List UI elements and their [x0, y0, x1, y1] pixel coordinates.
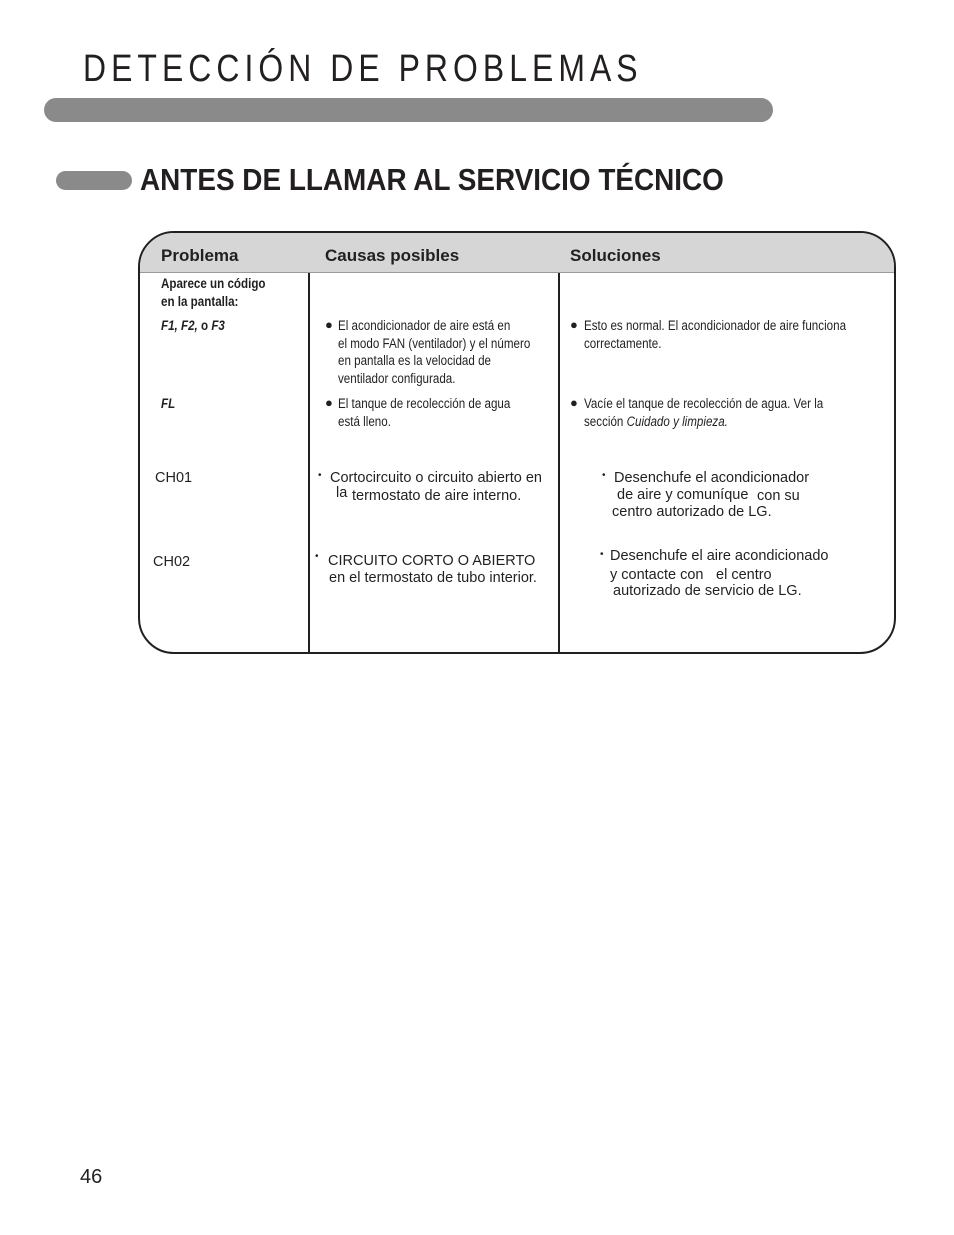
cause-text: la [336, 485, 348, 501]
bullet: ● [325, 395, 333, 410]
column-header-causes: Causas posibles [325, 246, 460, 265]
section-marker-pill [56, 171, 132, 190]
error-code-ch02: CH02 [153, 554, 191, 570]
table-header-row [140, 233, 894, 273]
error-code-fl: FL [161, 396, 176, 411]
bullet: • [602, 470, 606, 481]
section-heading: ANTES DE LLAMAR AL SERVICIO TÉCNICO [140, 162, 724, 197]
solution-text: Desenchufe el acondicionador [614, 470, 810, 486]
cause-text: El tanque de recolección de agua está lleno. [338, 396, 511, 429]
column-header-problem: Problema [161, 246, 239, 265]
solution-text: Esto es normal. El acondicionador de aire funciona correctamente. [584, 318, 847, 351]
solution-text: autorizado de servicio de LG. [613, 583, 802, 599]
bullet: ● [570, 395, 578, 410]
solution-text: de aire y comuníque [617, 487, 749, 503]
cause-text: CIRCUITO CORTO O ABIERTO [328, 553, 536, 569]
intro-text: Aparece un código en la pantalla: [161, 276, 266, 309]
bullet: • [600, 549, 604, 560]
error-code-ch01: CH01 [155, 470, 193, 486]
solution-text: el centro [716, 567, 772, 583]
column-divider [308, 273, 310, 652]
column-divider [558, 273, 560, 652]
cause-text: termostato de aire interno. [352, 488, 522, 504]
solution-text: Desenchufe el aire acondicionado [610, 548, 829, 564]
solution-text: con su [757, 488, 800, 504]
cause-text: Cortocircuito o circuito abierto en [330, 470, 542, 486]
cause-text: en el termostato de tubo interior. [329, 570, 537, 586]
solution-text: y contacte con [610, 567, 704, 583]
page-number: 46 [80, 1166, 103, 1188]
solution-text: Vacíe el tanque de recolección de agua. Ver la sección Cuidado y limpieza. [584, 396, 824, 429]
page-title: DETECCIÓN DE PROBLEMAS [83, 48, 643, 90]
column-header-solutions: Soluciones [570, 246, 661, 265]
title-rule-bar [44, 98, 773, 122]
bullet: • [315, 551, 319, 562]
bullet: ● [570, 317, 578, 332]
error-code-f1-f3: F1, F2, o F3 [161, 318, 225, 333]
bullet: ● [325, 317, 333, 332]
cause-text: El acondicionador de aire está en el modo FAN (ventilador) y el número en pantalla es la velocidad de ventilador configurada. [338, 318, 531, 386]
bullet: • [318, 470, 322, 481]
solution-text: centro autorizado de LG. [612, 504, 772, 520]
